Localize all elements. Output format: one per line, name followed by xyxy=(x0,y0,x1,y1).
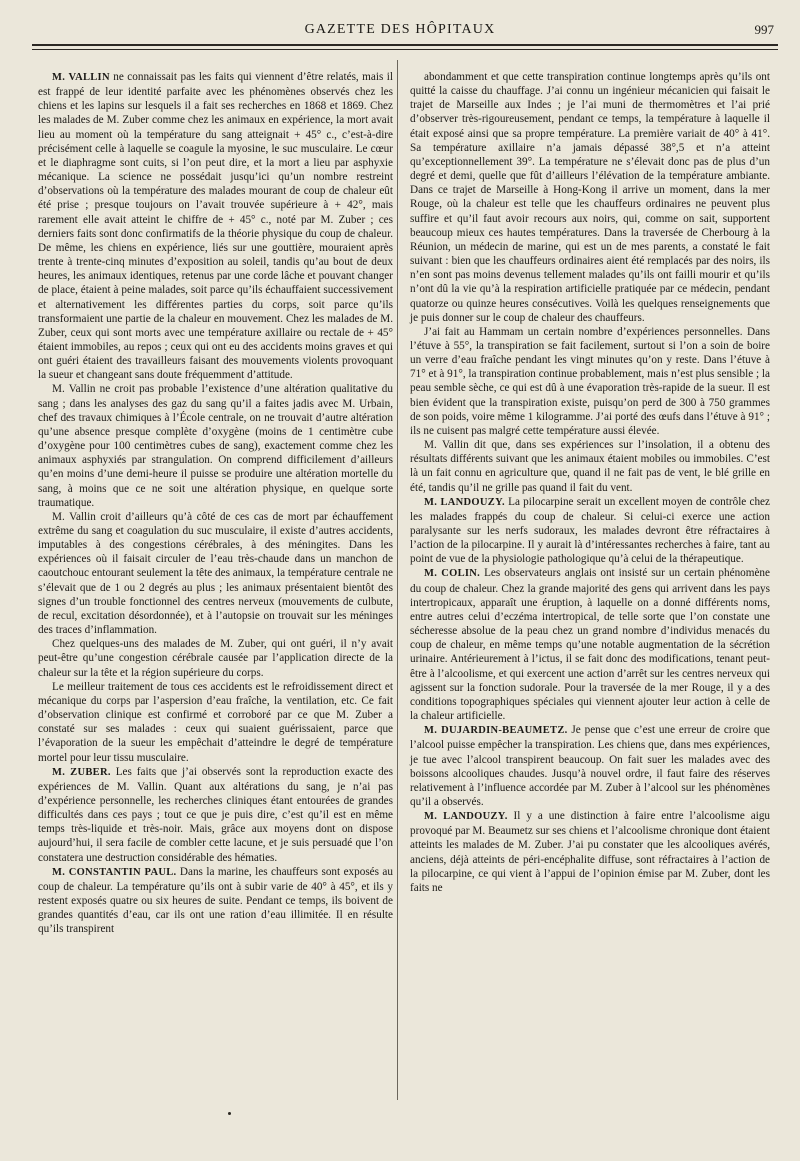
paragraph-text: ne connaissait pas les faits qui viennent d’être relatés, mais il est frappé de leur identité parfaite avec les phénomènes observés chez les chiens et les lapins sur lesquels il a fait ses recherches en 1868 et 1869. Chez les malades de M. Zuber comme chez les animaux en expérience, la mort avait lieu au moment où la température du sang atteignait + 45° c., c’est-à-dire précisément celle à laquelle se coagule la myosine, le suc musculaire. Le cœur et le diaphragme sont cuits, si l’on peut dire, et la mort a lieu par asphyxie mécanique. La science ne possédait jusqu’ici qu’un nombre restreint d’observations où la température des malades mourant de coup de chaleur eût été prise ; presque toujours on l’avait trouvée supérieure à + 42°, mais rarement elle avait atteint le chiffre de + 45° c., noté par M. Zuber ; ces derniers faits sont donc confirmatifs de la théorie physique du coup de chaleur. De même, les chiens en expérience, liés sur une gouttière, mouraient après trente à trente-cinq minutes d’exposition au soleil, tandis qu’au bout de deux heures, les animaux identiques, retenus par une corde lâche et pouvant changer de place, étaient à peine malades, soit parce qu’ils échauffaient successivement et alternativement les différentes parties du corps, soit parce qu’ils transformaient une partie de la chaleur en mouvement. Chez les malades de M. Zuber, ceux qui sont morts avec une température axillaire ou rectale de + 45° étaient immobiles, au repos ; ceux qui ont eu des accidents moins graves et qui ont guéri étaient des travailleurs faisant des mouvements violents provoquant la sueur et changeant sans doute fréquemment d’attitude. xyxy=(38,71,393,382)
ink-dot xyxy=(228,1112,231,1115)
speaker-name: M. LANDOUZY. xyxy=(424,811,508,823)
paragraph xyxy=(410,325,770,438)
paragraph-text: Le meilleur traitement de tous ces accidents est le refroidissement direct et mécanique du corps par l’aspersion d’eau fraîche, la ventilation, etc. Ce fait d’observation clinique est confirmé et corroboré par ce que M. Zuber a constaté sur ses malades : ceux qui suaient guérissaient, parce que l’évaporation de la sueur les empêchait d’atteindre le degré de température mortel pour leur tissu musculaire. xyxy=(38,680,393,764)
paragraph xyxy=(38,637,393,679)
paragraph-text: Les observateurs anglais ont insisté sur un certain phénomène du coup de chaleur. Chez la grande majorité des gens qui arrivent dans les pays intertropicaux, apparaît une éruption, à laquelle on a donné différents noms, entre autres celui d’eczéma intertropical, de telle sorte que l’on constate une sécheresse absolue de la peau chez un grand nombre d’individus menacés du coup de chaleur, en même temps qu’une notable augmentation de la sécrétion urinaire. Antérieurement à l’ictus, il se fait donc des modifications, tenant peut-être à l’alcoolisme, et qui exercent une action d’arrêt sur les centres nerveux qui agissent sur la fonction sudorale. Pour la traversée de la mer Rouge, il y a des conditions topographiques spéciales qui viennent ajouter leur action à celle de la chaleur artificielle. xyxy=(410,567,770,723)
paragraph xyxy=(38,765,393,865)
page-number: 997 xyxy=(754,22,774,37)
column-divider xyxy=(397,60,398,1100)
paragraph xyxy=(410,566,770,723)
paragraph-text: Il y a une distinction à faire entre l’alcoolisme aigu provoqué par M. Beaumetz sur ses chiens et l’alcoolisme chronique dont étaient atteints les malades de M. Zuber. J’ai pu constater que les alcooliques avérés, anciens, déjà atteints de péri-encéphalite diffuse, sont réfractaires à l’action de la pilocarpine, ce qui vient à l’appui de l’opinion émise par M. Zuber, dont les faits ne xyxy=(410,810,771,894)
header-rule-thin xyxy=(32,49,778,50)
paragraph xyxy=(38,680,393,765)
paragraph xyxy=(410,438,770,495)
paragraph xyxy=(410,495,770,567)
paragraph xyxy=(38,510,393,637)
paragraph-text: Dans la marine, les chauffeurs sont exposés au coup de chaleur. La température qu’ils ont à subir varie de 40° à 45°, et ils y restent exposés quatre ou six heures de suite. Pendant ce temps, ils boivent de grandes quantités d’eau, car ils ont une ration d’eau illimitée. Il en résulte qu’ils transpirent xyxy=(38,865,393,936)
paragraph-text: La pilocarpine serait un excellent moyen de contrôle chez les malades frappés du coup de chaleur. Si celui-ci exerce une action paralysante sur les nerfs sudoraux, les malades devront être réfractaires à l’action de la pilocarpine. Il y aurait là d’intéressantes recherches à faire, tant au point de vue de la physiologie pathologique qu’à celui de la thérapeutique. xyxy=(410,495,770,566)
paragraph-text: abondamment et que cette transpiration continue longtemps après qu’ils ont quitté la caisse du chauffage. J’ai connu un ingénieur mécanicien qui faisait le trajet de Marseille aux Indes ; je l’ai muni de thermomètres et l’ai prié d’observer très-rigoureusement, pendant ce temps, la température à laquelle il était exposé ainsi que sa propre température. La première variait de 40° à 41°. Sa température axillaire n’a jamais dépassé 38°,5 et n’a atteint qu’exceptionnellement 39°. La température ne s’élevait donc pas de plus d’un degré et demi, quelle que fût d’ailleurs l’élévation de la température ambiante. Dans ce trajet de Marseille à Hong-Kong il arrive un moment, dans la mer Rouge, où la chaleur est telle que les chauffeurs ordinaires ne peuvent plus suffire et qu’il faut avoir recours aux noirs, qui, comme on sait, supportent beaucoup mieux ces hautes températures. Dans la traversée de Cherbourg à la Réunion, un médecin de marine, qui est un de mes parents, a constaté le fait suivant : bien que les chauffeurs ordinaires aient été remplacés par des noirs, ils n’en sont pas moins devenus tellement malades qu’ils ont failli mourir et qu’ils n’ont dû la vie qu’à la respiration artificielle pratiquée par ce médecin, pendant quatorze ou quinze heures consécutives. Voilà les quelques renseignements que je puis donner sur le coup de chaleur des chauffeurs. xyxy=(410,71,770,324)
paragraph-text: M. Vallin ne croit pas probable l’existence d’une altération qualitative du sang ; dans les analyses des gaz du sang qu’il a faites jadis avec M. Urbain, chef des travaux chimiques à l’École centrale, on ne trouvait d’autre altération qu’une absence presque complète d’oxygène (moins de 1 centimètre cube d’oxygène pour 100 centimètres cubes de sang), exactement comme chez les animaux asphyxiés par strangulation. On comprend difficilement d’ailleurs qu’en moins d’une demi-heure il puisse se produire une altération mortelle du sang, à moins que ce ne soit une altération physique, en quelque sorte traumatique. xyxy=(38,383,393,509)
right-column xyxy=(410,70,770,895)
page-header xyxy=(20,22,780,42)
paragraph-text: Les faits que j’ai observés sont la reproduction exacte des expériences de M. Vallin. Quant aux altérations du sang, je n’ai pas d’expérience personnelle, les recherches cliniques étant entourées de grandes difficultés dans ces pays ; tout ce que je puis dire, c’est qu’il est en même temps très-liquide et très-noir. Mais, grâce aux moyens dont on dispose aujourd’hui, il sera facile de combler cette lacune, et je suis persuadé que l’on constatera une destruction considérable des hématies. xyxy=(38,765,393,864)
speaker-name: M. LANDOUZY. xyxy=(424,496,505,508)
paragraph xyxy=(410,70,770,325)
paragraph xyxy=(410,809,770,895)
header-rule-thick xyxy=(32,44,778,46)
paragraph xyxy=(38,865,393,937)
paragraph xyxy=(410,723,770,809)
speaker-name: M. ZUBER. xyxy=(52,766,111,778)
paragraph-text: Je pense que c’est une erreur de croire que l’alcool puisse empêcher la transpiration. Les chiens que, dans mes expériences, je tue avec l’alcool transpirent beaucoup. On fait suer les malades avec des boissons alcooliques chaudes. Jusqu’à nouvel ordre, il faut faire des réserves relativement à l’influence accordée par M. Zuber à l’alcool sur les phénomènes qu’il a observés. xyxy=(410,724,770,808)
paragraph-text: M. Vallin croit d’ailleurs qu’à côté de ces cas de mort par échauffement extrême du sang et coagulation du suc musculaire, il existe d’autres accidents, imputables à des congestions cérébrales, à des méningites. Dans les expériences où il faisait circuler de l’eau très-chaude dans un manchon de caoutchouc entourant seulement la tête des animaux, la température centrale ne s’élevait que de 1 ou 2 degrés au plus ; les animaux présentaient bientôt des signes d’un trouble fonctionnel des centres nerveux (mouvements de culbute, de recul, excitation désordonnée), et à l’autopsie on trouvait sur les méninges des traces d’inflammation. xyxy=(38,510,393,637)
paragraph-text: J’ai fait au Hammam un certain nombre d’expériences personnelles. Dans l’étuve à 55°, la transpiration se fait facilement, surtout si l’on a soin de boire un verre d’eau fraîche pendant les vingt minutes qu’on y reste. Dans l’étuve à 71° et à 91°, la transpiration continue probablement, mais n’est plus sensible ; la peau semble sèche, ce qui est dû à une évaporation très-rapide de la sueur. Il est bien évident que la transpiration existe, puisqu’on perd de 300 à 750 grammes de son poids, voire même 1 kilogramme. J’ai porté des œufs dans l’étuve à 91° ; ils ne cuisent pas malgré cette température aussi élevée. xyxy=(410,325,770,437)
speaker-name: M. COLIN. xyxy=(424,568,481,580)
speaker-name: M. VALLIN xyxy=(52,72,110,83)
speaker-name: M. CONSTANTIN PAUL. xyxy=(52,866,177,878)
paragraph-text: M. Vallin dit que, dans ses expériences sur l’insolation, il a obtenu des résultats différents suivant que les animaux étaient mobiles ou immobiles. C’est là un fait connu en agriculture que, quand il ne fait pas de vent, le blé grille en été, tandis qu’il ne grille pas quand il fait du vent. xyxy=(410,439,770,494)
paragraph xyxy=(38,382,393,509)
speaker-name: M. DUJARDIN-BEAUMETZ. xyxy=(424,725,568,737)
left-column xyxy=(38,70,393,937)
running-title: GAZETTE DES HÔPITAUX xyxy=(304,22,496,37)
paragraph-text: Chez quelques-uns des malades de M. Zuber, qui ont guéri, il n’y avait peut-être qu’une congestion cérébrale causée par l’application directe de la chaleur sur la tête et la région supérieure du corps. xyxy=(38,638,393,679)
paragraph xyxy=(38,70,393,382)
